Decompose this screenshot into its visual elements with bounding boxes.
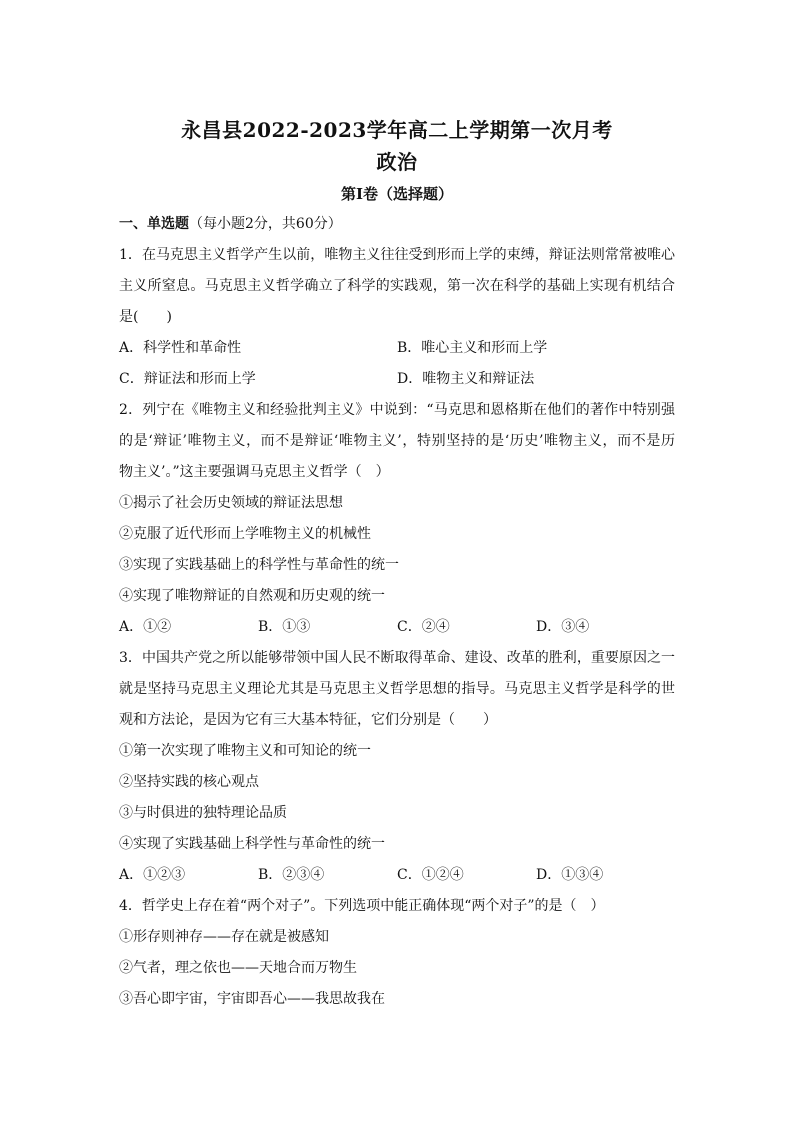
exam-title: 永昌县2022-2023学年高二上学期第一次月考	[181, 118, 613, 142]
part-heading	[119, 209, 675, 240]
question-stem-line: 物主义’。”这主要强调马克思主义哲学（ ）	[119, 464, 390, 480]
statement-item: ④实现了唯物辩证的自然观和历史观的统一	[119, 588, 385, 604]
statement-item: ②气者，理之依也——天地合而万物生	[119, 960, 357, 976]
statement-item: ③实现了实践基础上的科学性与革命性的统一	[119, 557, 399, 573]
question-2	[119, 395, 675, 643]
question-4	[119, 891, 675, 1015]
statement-item: ①形存则神存——存在就是被感知	[119, 929, 329, 945]
part-heading-note: （每小题2分，共60分）	[189, 216, 342, 232]
question-stem-line: 4．哲学史上存在着“两个对子”。下列选项中能正确体现“两个对子”的是（ ）	[119, 898, 605, 914]
option-b[interactable]: B．①③	[258, 619, 311, 635]
option-b[interactable]: B．唯心主义和形而上学	[397, 340, 548, 356]
question-stem-line: 就是坚持马克思主义理论尤其是马克思主义哲学思想的指导。马克思主义哲学是科学的世	[119, 681, 675, 697]
exam-body	[119, 209, 675, 1015]
statement-item: ②克服了近代形而上学唯物主义的机械性	[119, 526, 371, 542]
question-stem-line: 2．列宁在《唯物主义和经验批判主义》中说到：“马克思和恩格斯在他们的著作中特别强	[119, 402, 675, 418]
statement-item: ②坚持实践的核心观点	[119, 774, 259, 790]
option-a[interactable]: A．科学性和革命性	[119, 340, 242, 356]
statement-item: ①第一次实现了唯物主义和可知论的统一	[119, 743, 371, 759]
question-stem-line: 1．在马克思主义哲学产生以前，唯物主义往往受到形而上学的束缚，辩证法则常常被唯心	[119, 247, 675, 263]
section-title: 第I卷（选择题）	[340, 185, 454, 203]
question-stem-line: 主义所窒息。马克思主义哲学确立了科学的实践观，第一次在科学的基础上实现有机结合	[119, 278, 675, 294]
question-1	[119, 240, 675, 395]
question-stem-line: 是( )	[119, 309, 172, 325]
question-3	[119, 643, 675, 891]
option-row	[119, 612, 675, 643]
option-d[interactable]: D．①③④	[536, 867, 604, 883]
option-d[interactable]: D．③④	[536, 619, 590, 635]
option-row	[119, 860, 675, 891]
option-c[interactable]: C．①②④	[397, 867, 464, 883]
option-row	[119, 333, 675, 364]
option-c[interactable]: C．辩证法和形而上学	[119, 371, 256, 387]
question-stem-line: 的是‘辩证’唯物主义，而不是辩证‘唯物主义’，特别坚持的是‘历史’唯物主义，而不是历	[119, 433, 675, 449]
exam-subject: 政治	[376, 150, 418, 174]
statement-item: ③与时俱进的独特理论品质	[119, 805, 287, 821]
option-c[interactable]: C．②④	[397, 619, 450, 635]
option-a[interactable]: A．①②③	[119, 867, 186, 883]
part-heading-label: 一、单选题	[119, 216, 189, 232]
statement-item: ④实现了实践基础上科学性与革命性的统一	[119, 836, 385, 852]
question-stem-line: 观和方法论，是因为它有三大基本特征，它们分别是（ ）	[119, 712, 497, 728]
option-b[interactable]: B．②③④	[258, 867, 325, 883]
statement-item: ①揭示了社会历史领域的辩证法思想	[119, 495, 343, 511]
option-row	[119, 364, 675, 395]
question-stem-line: 3．中国共产党之所以能够带领中国人民不断取得革命、建设、改革的胜利，重要原因之一	[119, 650, 675, 666]
option-d[interactable]: D．唯物主义和辩证法	[397, 371, 535, 387]
statement-item: ③吾心即宇宙，宇宙即吾心——我思故我在	[119, 991, 385, 1007]
option-a[interactable]: A．①②	[119, 619, 172, 635]
